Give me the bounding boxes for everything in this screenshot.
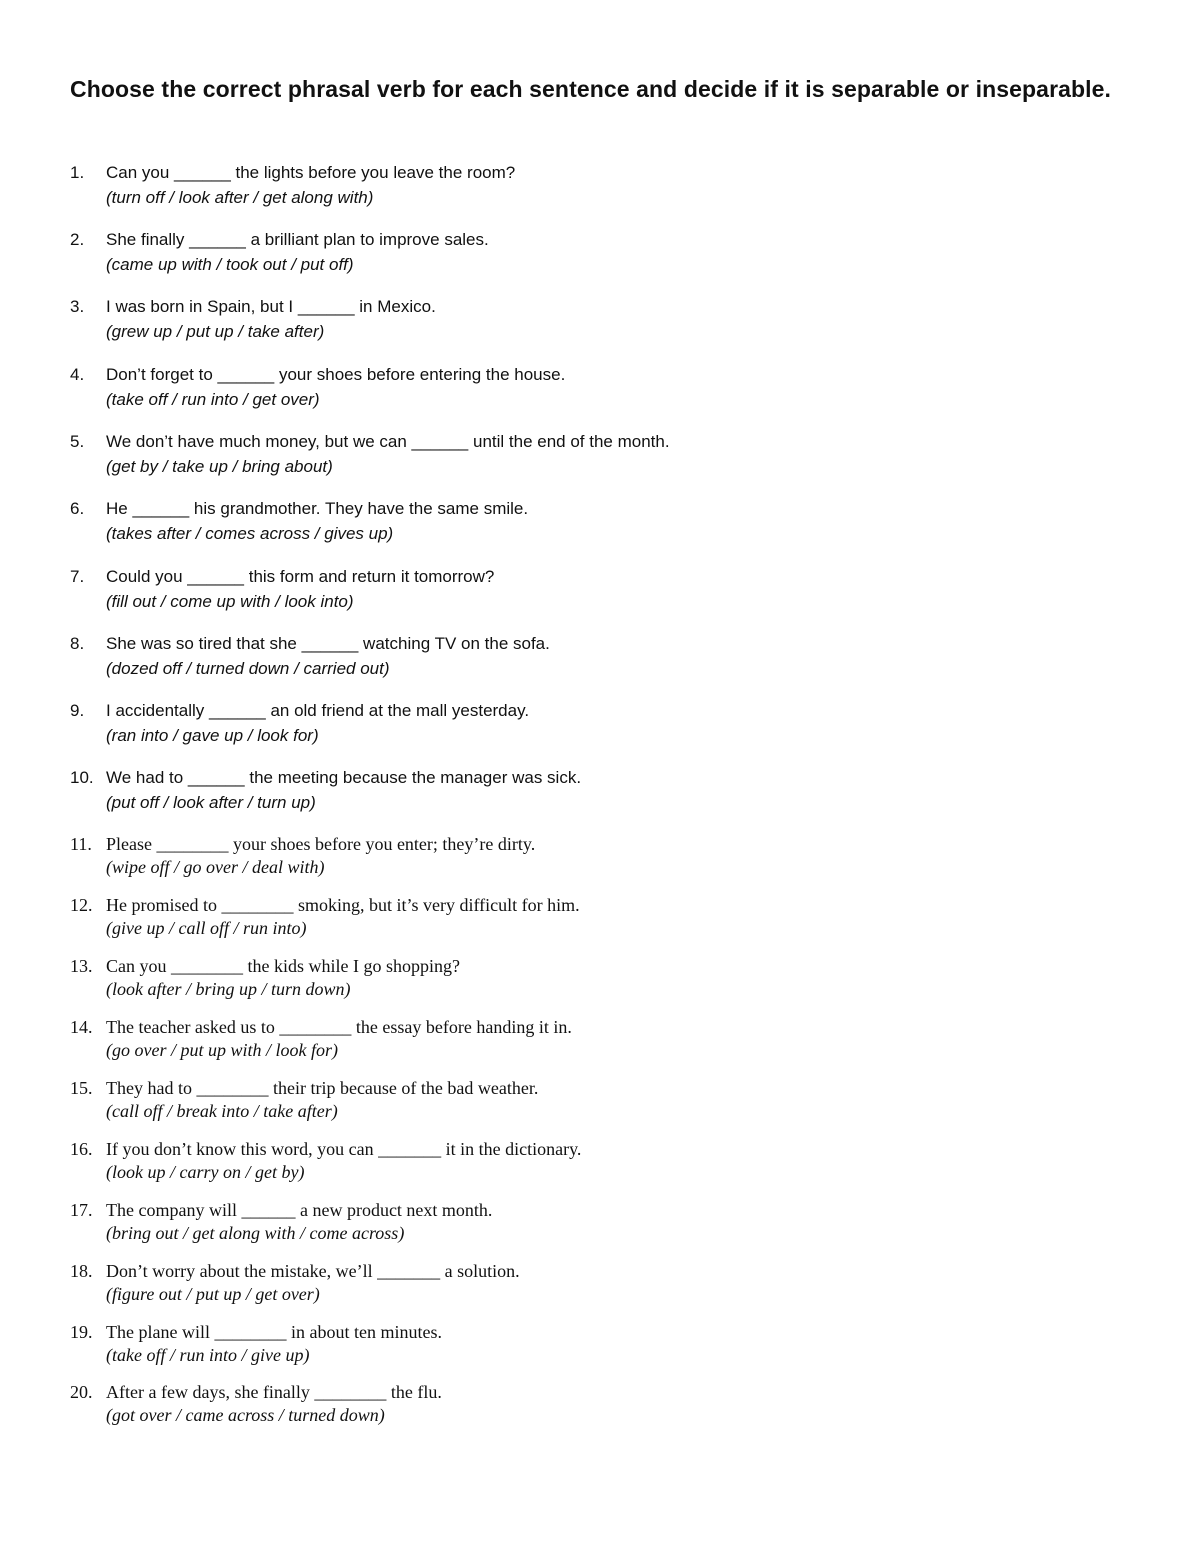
question-options: (look up / carry on / get by) [106,1162,305,1182]
question-number: 5. [70,432,85,451]
question-options: (bring out / get along with / come across) [106,1223,405,1243]
question-options: (turn off / look after / get along with) [106,188,374,207]
question-options: (call off / break into / take after) [106,1101,338,1121]
question-sentence: Could you ______ this form and return it tomorrow? [106,567,495,586]
question-sentence: Don’t worry about the mistake, we’ll _______ a solution. [106,1261,520,1281]
question-number: 14. [70,1017,93,1037]
question-number: 15. [70,1078,93,1098]
question-sentence: We don’t have much money, but we can ______ until the end of the month. [106,432,670,451]
question-sentence: She finally ______ a brilliant plan to improve sales. [106,230,489,249]
question-number: 16. [70,1139,93,1159]
question-number: 10. [70,768,94,787]
question-sentence: I accidentally ______ an old friend at the mall yesterday. [106,701,530,720]
question-options: (figure out / put up / get over) [106,1284,320,1304]
question-number: 9. [70,701,85,720]
question-number: 20. [70,1382,93,1402]
question-options: (give up / call off / run into) [106,918,307,938]
question-options: (ran into / gave up / look for) [106,726,319,745]
question-number: 17. [70,1200,93,1220]
question-options: (dozed off / turned down / carried out) [106,659,390,678]
question-sentence: We had to ______ the meeting because the manager was sick. [106,768,582,787]
question-sentence: If you don’t know this word, you can _______ it in the dictionary. [106,1139,582,1159]
question-sentence: Don’t forget to ______ your shoes before entering the house. [106,365,566,384]
question-number: 3. [70,297,85,316]
worksheet-title: Choose the correct phrasal verb for each sentence and decide if it is separable or inseparable. [70,76,1112,102]
question-number: 12. [70,895,93,915]
question-sentence: The company will ______ a new product next month. [106,1200,493,1220]
question-options: (grew up / put up / take after) [106,322,325,341]
question-sentence: The teacher asked us to ________ the essay before handing it in. [106,1017,572,1037]
question-options: (take off / run into / get over) [106,390,320,409]
question-sentence: The plane will ________ in about ten minutes. [106,1322,442,1342]
question-number: 8. [70,634,85,653]
question-number: 4. [70,365,85,384]
question-sentence: They had to ________ their trip because of the bad weather. [106,1078,539,1098]
question-sentence: After a few days, she finally ________ the flu. [106,1382,442,1402]
question-number: 2. [70,230,85,249]
question-sentence: She was so tired that she ______ watching TV on the sofa. [106,634,550,653]
question-options: (look after / bring up / turn down) [106,979,351,999]
question-options: (fill out / come up with / look into) [106,592,354,611]
question-sentence: Can you ______ the lights before you leave the room? [106,163,516,182]
question-options: (take off / run into / give up) [106,1345,310,1365]
question-number: 6. [70,499,85,518]
question-options: (put off / look after / turn up) [106,793,316,812]
question-options: (wipe off / go over / deal with) [106,857,325,877]
question-number: 13. [70,956,93,976]
question-number: 7. [70,567,85,586]
question-options: (go over / put up with / look for) [106,1040,338,1060]
question-number: 11. [70,834,92,854]
question-sentence: He promised to ________ smoking, but it’s very difficult for him. [106,895,580,915]
question-options: (get by / take up / bring about) [106,457,333,476]
question-number: 19. [70,1322,93,1342]
question-number: 1. [70,163,85,182]
question-number: 18. [70,1261,93,1281]
question-sentence: I was born in Spain, but I ______ in Mexico. [106,297,436,316]
question-sentence: Can you ________ the kids while I go shopping? [106,956,460,976]
question-options: (got over / came across / turned down) [106,1405,385,1425]
question-options: (came up with / took out / put off) [106,255,354,274]
question-sentence: Please ________ your shoes before you enter; they’re dirty. [106,834,536,854]
question-sentence: He ______ his grandmother. They have the same smile. [106,499,529,518]
question-options: (takes after / comes across / gives up) [106,524,394,543]
